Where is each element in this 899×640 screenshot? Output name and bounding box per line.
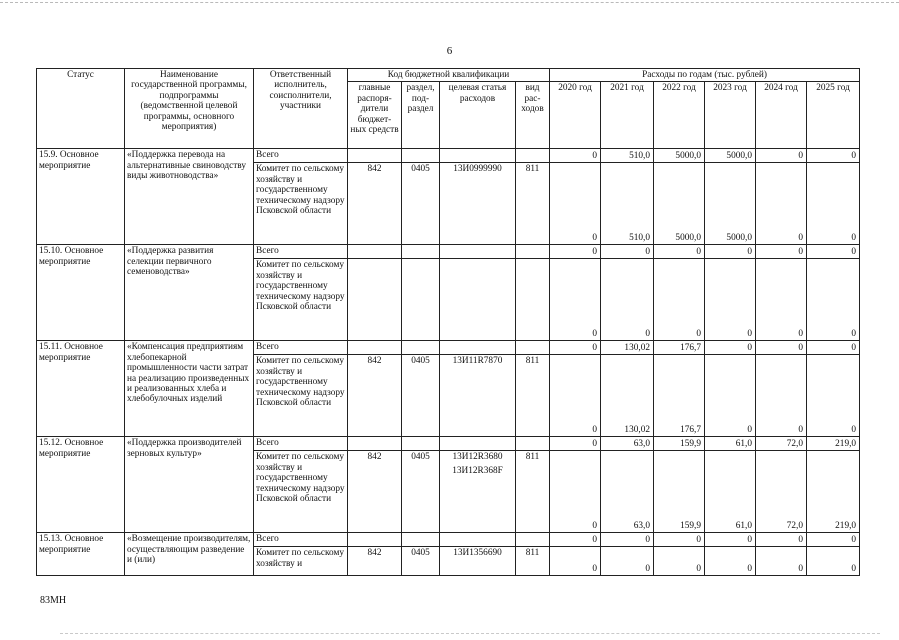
detail-value-cell: 0 [550,355,601,437]
row-target-cell [440,163,516,245]
row-total-label: Всего [254,245,348,259]
header-main-manager: главные распоря-дители бюджет-ных средств [348,82,402,149]
detail-value-cell: 0 [550,451,601,533]
total-value-cell: 159,9 [654,437,705,451]
empty-cell [516,149,550,163]
detail-value-cell: 0 [550,259,601,341]
total-value-cell: 0 [601,533,654,547]
detail-value-cell: 0 [807,259,860,341]
detail-value-cell: 0 [807,355,860,437]
row-total-label: Всего [254,533,348,547]
empty-cell [440,245,516,259]
total-value-cell: 72,0 [756,437,807,451]
row-target-code: 13И1356690 [453,548,502,559]
header-year: 2021 год [601,82,654,149]
total-value-cell: 0 [550,341,601,355]
table-row-total [37,533,860,547]
row-target-cell [440,259,516,341]
header-executor: Ответственный исполнитель, соисполнители, участники [254,69,348,149]
row-executor: Комитет по сельскому хозяйству и государственному техническому надзору Псковской области [254,355,348,437]
total-value-cell: 0 [550,437,601,451]
row-type-code [516,259,550,341]
row-name: «Поддержка производителей зерновых культур» [125,437,254,533]
detail-value-cell: 61,0 [705,451,756,533]
total-value-cell: 0 [705,533,756,547]
empty-cell [402,245,440,259]
detail-value-cell: 5000,0 [705,163,756,245]
detail-value-cell: 5000,0 [654,163,705,245]
row-section-code: 0405 [402,355,440,437]
empty-cell [402,341,440,355]
total-value-cell: 130,02 [601,341,654,355]
empty-cell [440,533,516,547]
table-row-total [37,341,860,355]
empty-cell [516,533,550,547]
total-value-cell: 0 [807,245,860,259]
empty-cell [516,341,550,355]
row-type-code: 811 [516,451,550,533]
total-value-cell: 61,0 [705,437,756,451]
detail-value-cell: 0 [756,547,807,576]
row-executor: Комитет по сельскому хозяйству и государственному техническому надзору Псковской области [254,163,348,245]
empty-cell [440,437,516,451]
row-manager-code: 842 [348,547,402,576]
header-year: 2020 год [550,82,601,149]
detail-value-cell: 0 [705,547,756,576]
row-target-code: 13И0999990 [453,164,502,175]
row-manager-code: 842 [348,163,402,245]
empty-cell [348,245,402,259]
empty-cell [516,437,550,451]
detail-value-cell: 159,9 [654,451,705,533]
row-status: 15.13. Основное мероприятие [37,533,125,576]
total-value-cell: 0 [705,341,756,355]
total-value-cell: 0 [654,533,705,547]
row-total-label: Всего [254,149,348,163]
row-type-code: 811 [516,355,550,437]
row-section-code [402,259,440,341]
empty-cell [348,149,402,163]
empty-cell [402,533,440,547]
detail-value-cell: 0 [654,259,705,341]
detail-value-cell: 510,0 [601,163,654,245]
row-target-cell [440,355,516,437]
row-executor: Комитет по сельскому хозяйству и государственному техническому надзору Псковской области [254,451,348,533]
detail-value-cell: 0 [654,547,705,576]
row-name: «Возмещение производителям, осуществляющим разведение и (или) [125,533,254,576]
row-manager-code: 842 [348,451,402,533]
total-value-cell: 0 [807,533,860,547]
row-section-code: 0405 [402,451,440,533]
total-value-cell: 510,0 [601,149,654,163]
empty-cell [516,245,550,259]
total-value-cell: 0 [550,149,601,163]
row-section-code: 0405 [402,163,440,245]
row-total-label: Всего [254,341,348,355]
detail-value-cell: 219,0 [807,451,860,533]
header-target: целевая статья расходов [440,82,516,149]
header-year: 2022 год [654,82,705,149]
total-value-cell: 0 [807,341,860,355]
table-row-total [37,245,860,259]
header-type: вид рас-ходов [516,82,550,149]
total-value-cell: 0 [705,245,756,259]
total-value-cell: 219,0 [807,437,860,451]
empty-cell [440,341,516,355]
total-value-cell: 0 [756,533,807,547]
scan-edge-top [0,2,899,3]
table-header [37,69,860,149]
header-year: 2023 год [705,82,756,149]
empty-cell [402,149,440,163]
detail-value-cell: 0 [705,259,756,341]
detail-value-cell: 0 [601,259,654,341]
total-value-cell: 0 [550,533,601,547]
row-target-code: 13И12R3680 [452,452,503,463]
total-value-cell: 0 [756,245,807,259]
total-value-cell: 5000,0 [654,149,705,163]
table-body [37,149,860,576]
row-manager-code: 842 [348,355,402,437]
row-target-cell [440,547,516,576]
total-value-cell: 0 [756,149,807,163]
row-name: «Поддержка развития селекции первичного семеноводства» [125,245,254,341]
row-target-code: 13И12R368F [452,465,503,476]
total-value-cell: 0 [601,245,654,259]
row-manager-code [348,259,402,341]
empty-cell [348,437,402,451]
total-value-cell: 0 [756,341,807,355]
detail-value-cell: 0 [756,163,807,245]
detail-value-cell: 0 [550,547,601,576]
total-value-cell: 63,0 [601,437,654,451]
detail-value-cell: 176,7 [654,355,705,437]
row-total-label: Всего [254,437,348,451]
total-value-cell: 176,7 [654,341,705,355]
row-status: 15.9. Основное мероприятие [37,149,125,245]
row-target-cell [440,451,516,533]
detail-value-cell: 0 [705,355,756,437]
total-value-cell: 0 [807,149,860,163]
budget-table [36,68,860,576]
detail-value-cell: 0 [807,547,860,576]
total-value-cell: 0 [550,245,601,259]
detail-value-cell: 0 [756,355,807,437]
row-name: «Компенсация предприятиям хлебопекарной промышленности части затрат на реализацию произведенных и реализованных хлеба и хлебобулочных изделий [125,341,254,437]
detail-value-cell: 0 [550,163,601,245]
table-row-total [37,437,860,451]
footer-code: 83МН [40,595,67,606]
empty-cell [440,149,516,163]
row-status: 15.12. Основное мероприятие [37,437,125,533]
detail-value-cell: 0 [756,259,807,341]
detail-value-cell: 0 [601,547,654,576]
detail-value-cell: 130,02 [601,355,654,437]
total-value-cell: 5000,0 [705,149,756,163]
row-status: 15.11. Основное мероприятие [37,341,125,437]
row-section-code: 0405 [402,547,440,576]
header-section: раздел, под-раздел [402,82,440,149]
empty-cell [348,533,402,547]
page-number: 6 [446,45,453,57]
row-target-code: 13И11R7870 [452,356,503,367]
row-executor: Комитет по сельскому хозяйству и государственному техническому надзору Псковской области [254,259,348,341]
row-type-code: 811 [516,163,550,245]
header-status: Статус [37,69,125,149]
header-expenses: Расходы по годам (тыс. рублей) [550,69,860,82]
row-executor: Комитет по сельскому хозяйству и [254,547,348,576]
header-year: 2025 год [807,82,860,149]
row-type-code: 811 [516,547,550,576]
detail-value-cell: 63,0 [601,451,654,533]
total-value-cell: 0 [654,245,705,259]
header-year: 2024 год [756,82,807,149]
detail-value-cell: 72,0 [756,451,807,533]
row-name: «Поддержка перевода на альтернативные свиноводству виды животноводства» [125,149,254,245]
empty-cell [402,437,440,451]
row-status: 15.10. Основное мероприятие [37,245,125,341]
empty-cell [348,341,402,355]
table-row-total [37,149,860,163]
header-name: Наименование государственной программы, подпрограммы (ведомственной целевой программы, основного мероприятия) [125,69,254,149]
detail-value-cell: 0 [807,163,860,245]
header-budget-code: Код бюджетной квалификации [348,69,550,82]
scan-edge-bottom [60,633,880,634]
